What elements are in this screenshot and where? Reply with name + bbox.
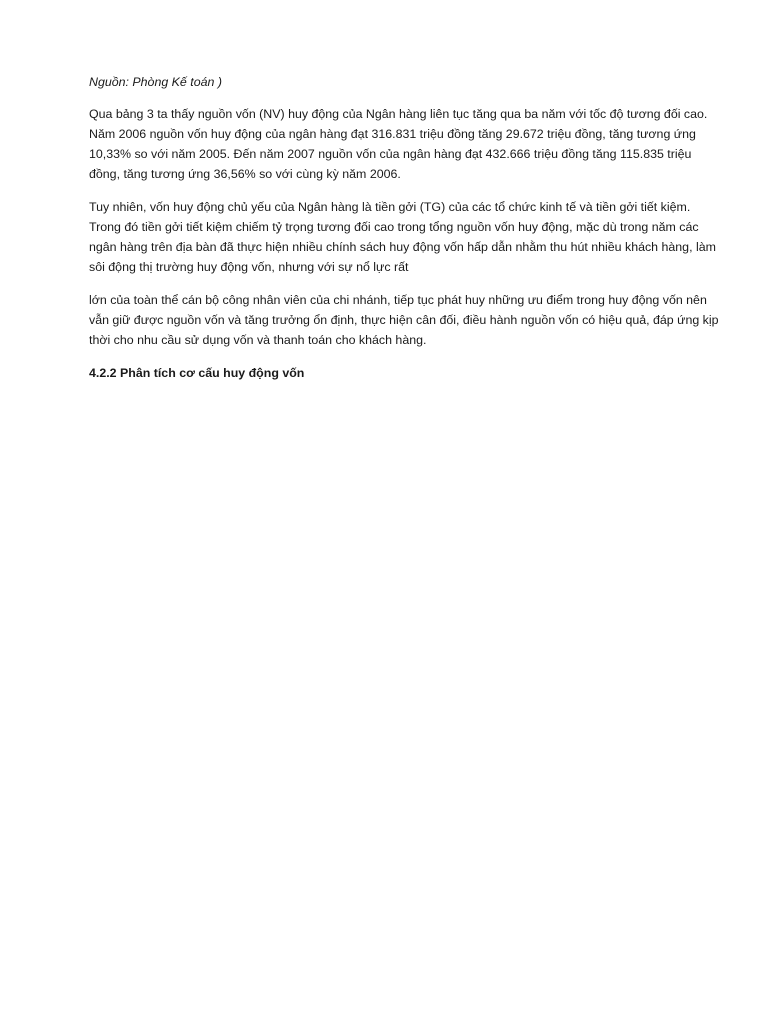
paragraph-capital-growth: Qua bảng 3 ta thấy nguồn vốn (NV) huy động của Ngân hàng liên tục tăng qua ba năm với tốc độ tương đối cao. Năm 2006 nguồn vốn huy động của ngân hàng đạt 316.831 triệu đồng tăng 29.672 triệu đồng, tăng tương ứng 10,33% so với năm 2005. Đến năm 2007 nguồn vốn của ngân hàng đạt 432.666 triệu đồng tăng 115.835 triệu đồng, tăng tương ứng 36,56% so với cùng kỳ năm 2006.	[89, 107, 708, 181]
paragraph-staff-effort: lớn của toàn thể cán bộ công nhân viên của chi nhánh, tiếp tục phát huy những ưu điểm trong huy động vốn nên vẫn giữ được nguồn vốn và tăng trưởng ổn định, thực hiện cân đối, điều hành nguồn vốn có hiệu quả, đáp ứng kịp thời cho nhu cầu sử dụng vốn và thanh toán cho khách hàng.	[89, 293, 719, 347]
document-page	[89, 72, 721, 383]
source-note: Nguồn: Phòng Kế toán )	[89, 75, 222, 89]
section-heading: 4.2.2 Phân tích cơ cấu huy động vốn	[89, 366, 305, 380]
paragraph-deposit-composition: Tuy nhiên, vốn huy động chủ yếu của Ngân hàng là tiền gởi (TG) của các tổ chức kinh tế và tiền gởi tiết kiệm. Trong đó tiền gởi tiết kiệm chiếm tỷ trọng tương đối cao trong tổng nguồn vốn huy động, mặc dù trong năm các ngân hàng trên địa bàn đã thực hiện nhiều chính sách huy động vốn hấp dẫn nhằm thu hút nhiều khách hàng, làm sôi động thị trường huy động vốn, nhưng với sự nổ lực rất	[89, 200, 716, 274]
